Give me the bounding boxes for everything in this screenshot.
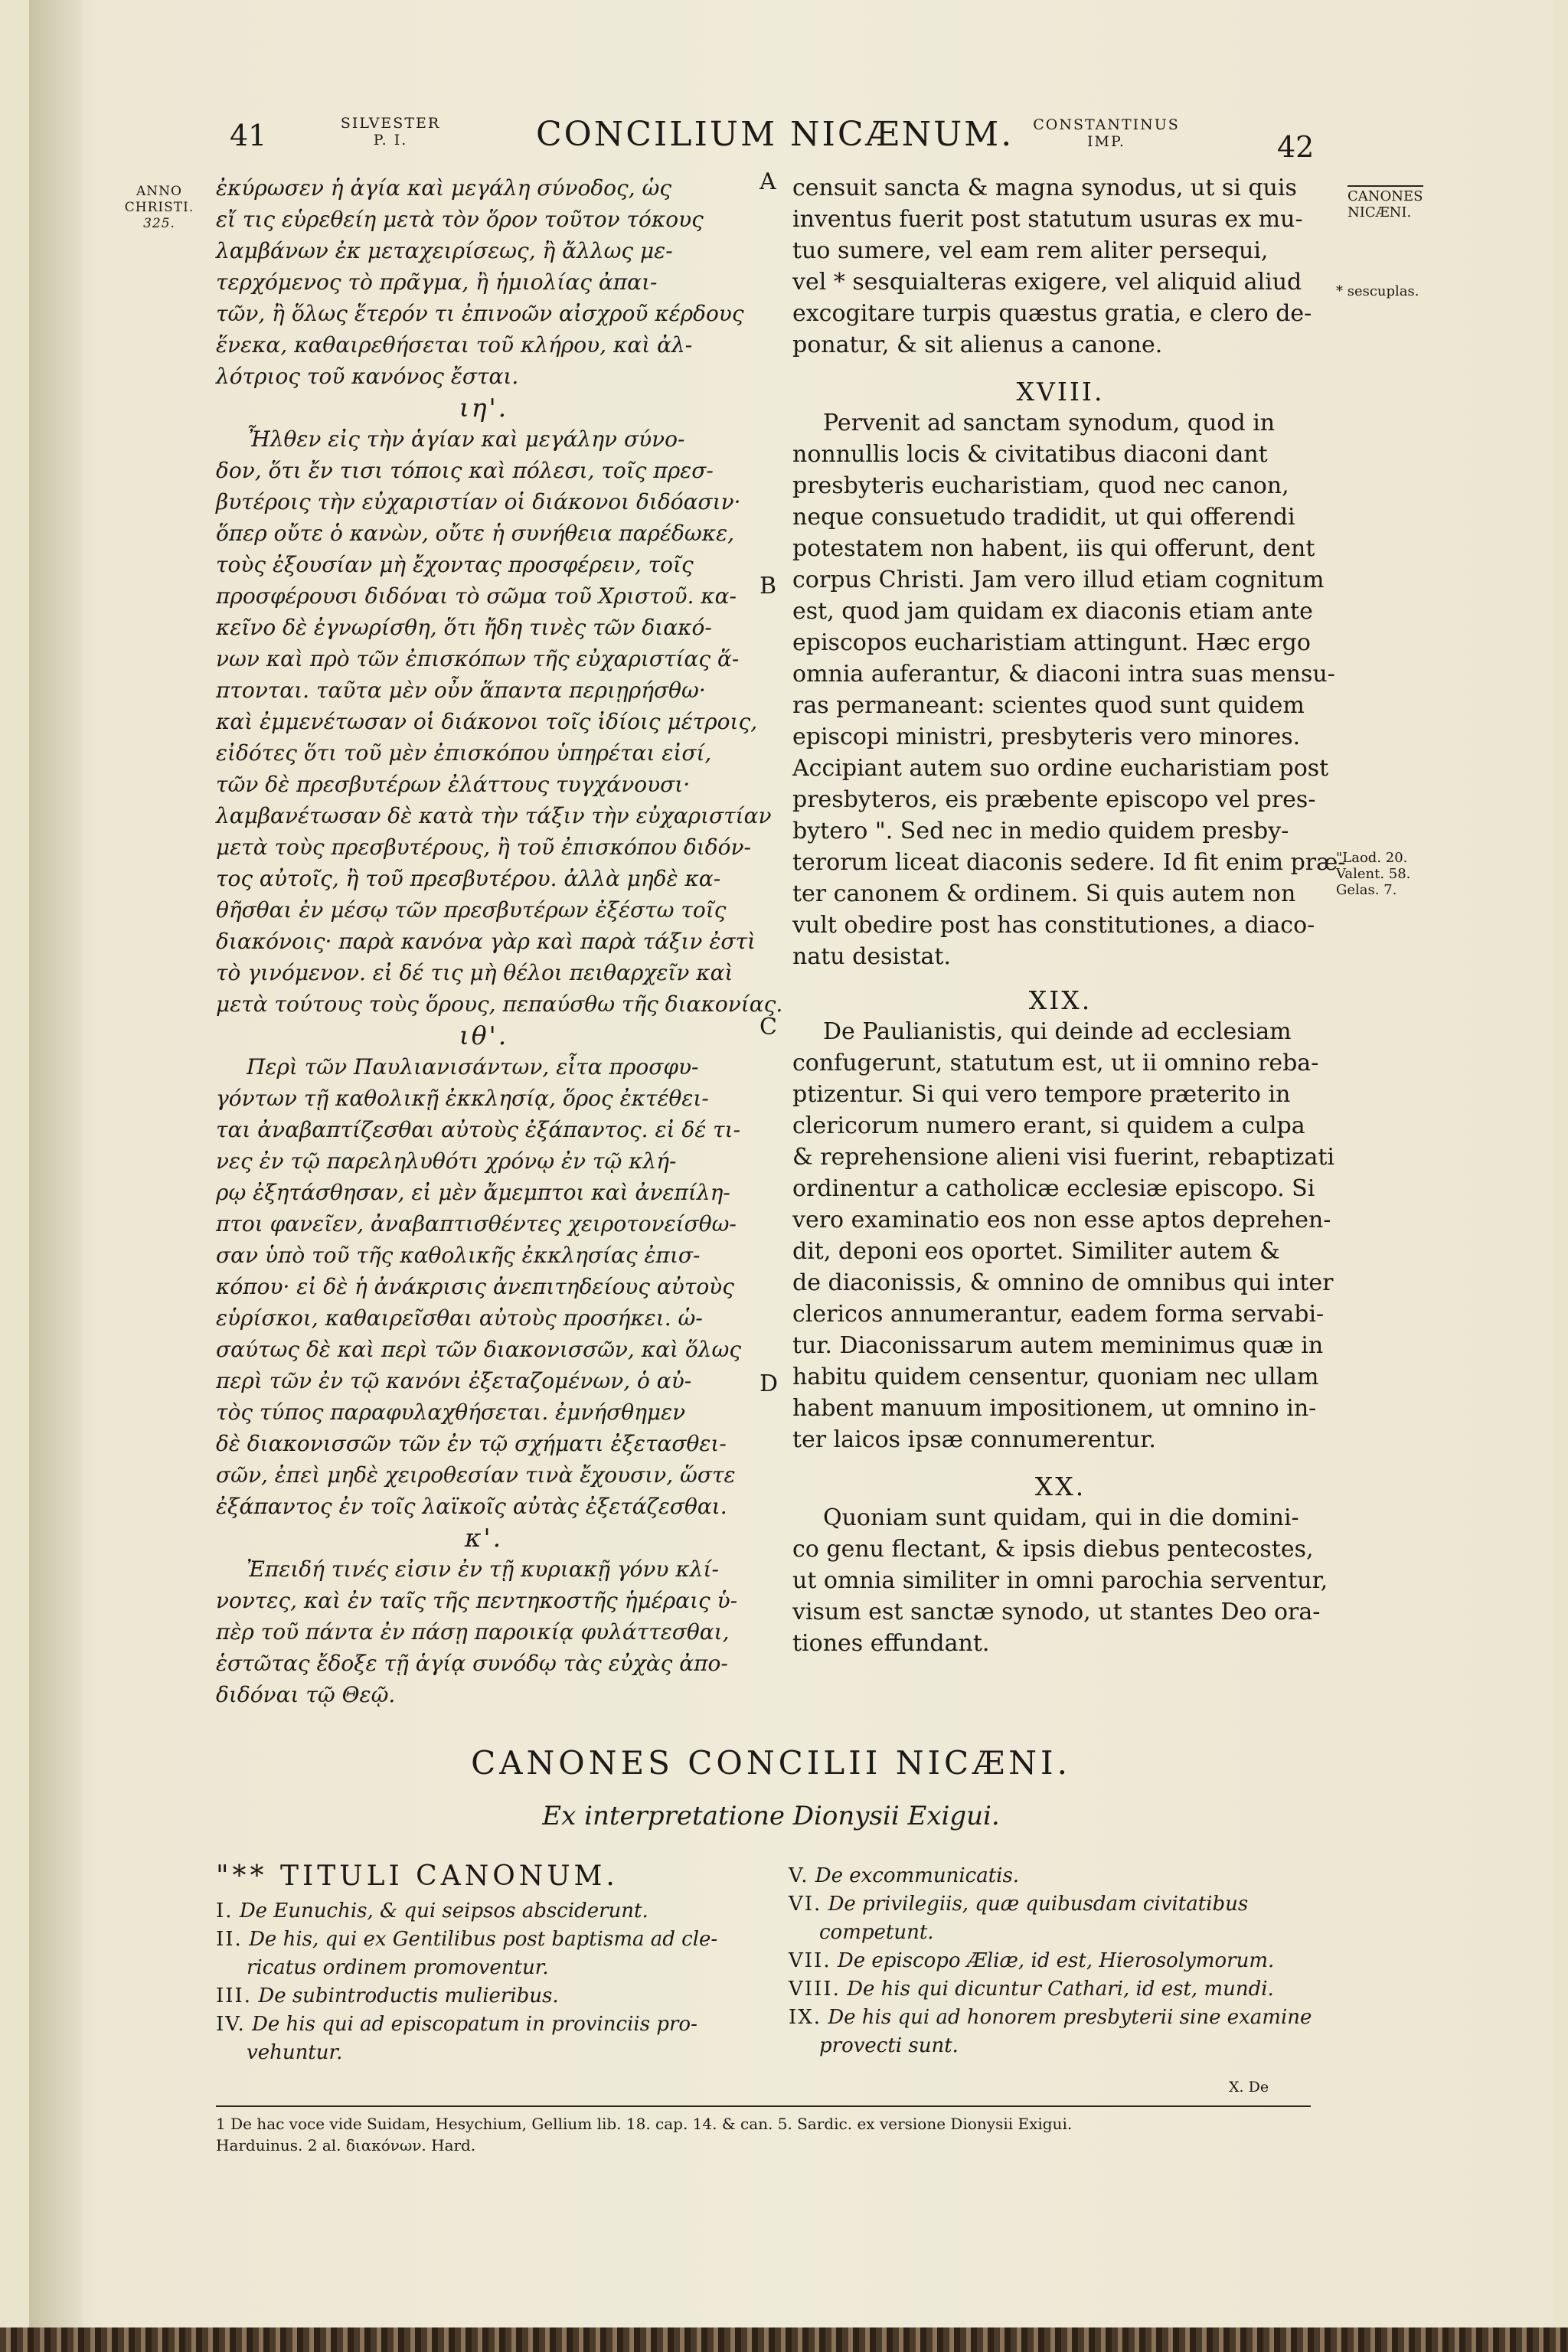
latin-canon-17-end: censuit sancta & magna synodus, ut si quis inventus fuerit post statutum usuras ex mu- tuo sumere, vel eam rem aliter persequi, vel * sesquialteras exigere, vel aliquid aliud excogitare turpis quæstus gratia, e clero de- ponatur, & sit alienus a canone.	[792, 175, 1312, 358]
latin-canon-19-number: XIX.	[1028, 985, 1093, 1015]
footnote-divider	[216, 2105, 1311, 2107]
margin-canones: CANONES NICÆNI.	[1348, 185, 1423, 220]
tituli-heading: "** TITULI CANONUM.	[216, 1860, 619, 1892]
margin-year: ANNO CHRISTI. 325.	[124, 184, 194, 231]
list-item: VII. De episcopo Æliæ, id est, Hierosolymorum.	[789, 1949, 1275, 1972]
list-item: competunt.	[819, 1921, 934, 1944]
latin-canon-20-number: XX.	[1034, 1472, 1086, 1501]
list-item: provecti sunt.	[819, 2034, 959, 2057]
canones-title: CANONES CONCILII NICÆNI.	[471, 1744, 1071, 1782]
list-item: VI. De privilegiis, quæ quibusdam civitatibus	[789, 1893, 1249, 1916]
list-item: VIII. De his qui dicuntur Cathari, id est, mundi.	[789, 1978, 1274, 2001]
section-letter-d: D	[760, 1370, 779, 1397]
page-number-left: 41	[230, 119, 267, 152]
greek-canon-17-end: ἐκύρωσεν ἡ ἁγία καὶ μεγάλη σύνοδος, ὡς εἴ τις εὑρεθείη μετὰ τὸν ὅρον τοῦτον τόκους λαμβάνων ἐκ μεταχειρίσεως, ἢ ἄλλως με- τερχόμενος τὸ πρᾶγμα, ἢ ἡμιολίας ἀπαι- τῶν, ἢ ὅλως ἕτερόν τι ἐπινοῶν αἰσχροῦ κέρδους ἕνεκα, καθαιρεθήσεται τοῦ κλήρου, καὶ ἀλ- λότριος τοῦ κανόνος ἔσται.	[216, 175, 744, 389]
greek-canon-19: Περὶ τῶν Παυλιανισάντων, εἶτα προσφυ- γόντων τῇ καθολικῇ ἐκκλησίᾳ, ὅρος ἐκτέθει- ται ἀναβαπτίζεσθαι αὐτοὺς ἐξάπαντος. εἰ δέ τι- νες ἐν τῷ παρεληλυθότι χρόνῳ ἐν τῷ κλή- ρῳ ἐξητάσθησαν, εἰ μὲν ἄμεμπτοι καὶ ἀνεπίλη- πτοι φανεῖεν, ἀναβαπτισθέντες χειροτονείσθω- σαν ὑπὸ τοῦ τῆς καθολικῆς ἐκκλησίας ἐπισ- κόπου· εἰ δὲ ἡ ἀνάκρισις ἀνεπιτηδείους αὐτοὺς εὑρίσκοι, καθαιρεῖσθαι αὐτοὺς προσήκει. ὡ- σαύτως δὲ καὶ περὶ τῶν διακονισσῶν, καὶ ὅλως περὶ τῶν ἐν τῷ κανόνι ἐξεταζομένων, ὁ αὐ- τὸς τύπος παραφυλαχθήσεται. ἐμνήσθημεν δὲ διακονισσῶν τῶν ἐν τῷ σχήματι ἐξετασθει- σῶν, ἐπεὶ μηδὲ χειροθεσίαν τινὰ ἔχουσιν, ὥστε ἐξάπαντος ἐν τοῖς λαϊκοῖς αὐτὰς ἐξετάζεσθαι.	[216, 1054, 741, 1519]
margin-note-references: "Laod. 20. Valent. 58. Gelas. 7.	[1336, 850, 1411, 898]
list-item: IX. De his qui ad honorem presbyterii sine examine	[789, 2006, 1312, 2029]
list-item: ricatus ordinem promoventur.	[247, 1956, 549, 1979]
list-item: vehuntur.	[247, 2041, 343, 2064]
latin-canon-18-number: XVIII.	[1016, 377, 1105, 407]
list-item: IV. De his qui ad episcopatum in provinciis pro-	[216, 2013, 697, 2036]
greek-column	[216, 172, 783, 1710]
greek-canon-20-number: κ'.	[464, 1523, 504, 1553]
latin-canon-20: Quoniam sunt quidam, qui in die domini- co genu flectant, & ipsis diebus pentecostes, ut omnia similiter in omni parochia serventur, visum est sanctæ synodo, ut stantes Deo ora- tiones effundant.	[792, 1504, 1328, 1657]
list-item: I. De Eunuchis, & qui seipsos absciderunt.	[216, 1900, 648, 1922]
section-letter-b: B	[760, 573, 777, 599]
page-edge-strip	[0, 2328, 1568, 2352]
latin-canon-18: Pervenit ad sanctam synodum, quod in nonnullis locis & civitatibus diaconi dant presbyteris eucharistiam, quod nec canon, neque consuetudo tradidit, ut qui offerendi potestatem non habent, iis qui offerunt, dent corpus Christi. Jam vero illud etiam cognitum est, quod jam quidam ex diaconis etiam ante episcopos eucharistiam attingunt. Hæc ergo omnia auferantur, & diaconi intra suas mensu- ras permaneant: scientes quod sunt quidem episcopi ministri, presbyteris vero minores. Accipiant autem suo ordine eucharistiam post presbyteros, eis præbente episcopo vel pres- bytero ". Sed nec in medio quidem presby- terorum liceat diaconis sedere. Id fit enim præ- ter canonem & ordinem. Si quis autem non vult obedire post has constitutiones, a diaco- natu desistat.	[792, 410, 1346, 970]
book-gutter	[29, 0, 83, 2334]
greek-canon-18: Ἦλθεν εἰς τὴν ἁγίαν καὶ μεγάλην σύνο- δον, ὅτι ἔν τισι τόποις καὶ πόλεσι, τοῖς πρεσ- βυτέροις τὴν εὐχαριστίαν οἱ διάκονοι διδόασιν· ὅπερ οὔτε ὁ κανὼν, οὔτε ἡ συνήθεια παρέδωκε, τοὺς ἐξουσίαν μὴ ἔχοντας προσφέρειν, τοῖς προσφέρουσι διδόναι τὸ σῶμα τοῦ Χριστοῦ. κα- κεῖνο δὲ ἐγνωρίσθη, ὅτι ἤδη τινὲς τῶν διακό- νων καὶ πρὸ τῶν ἐπισκόπων τῆς εὐχαριστίας ἅ- πτονται. ταῦτα μὲν οὖν ἅπαντα περιῃρήσθω· καὶ ἐμμενέτωσαν οἱ διάκονοι τοῖς ἰδίοις μέτροις, εἰδότες ὅτι τοῦ μὲν ἐπισκόπου ὑπηρέται εἰσί, τῶν δὲ πρεσβυτέρων ἐλάττους τυγχάνουσι· λαμβανέτωσαν δὲ κατὰ τὴν τάξιν τὴν εὐχαριστίαν μετὰ τοὺς πρεσβυτέρους, ἢ τοῦ ἐπισκόπου διδόν- τος αὐτοῖς, ἢ τοῦ πρεσβυτέρου. ἀλλὰ μηδὲ κα- θῆσθαι ἐν μέσῳ τῶν πρεσβυτέρων ἐξέστω τοῖς διακόνοις· παρὰ κανόνα γὰρ καὶ παρὰ τάξιν ἐστὶ τὸ γινόμενον. εἰ δέ τις μὴ θέλοι πειθαρχεῖν καὶ μετὰ τούτους τοὺς ὅρους, πεπαύσθω τῆς διακονίας.	[216, 426, 783, 1017]
page-title: CONCILIUM NICÆNUM.	[536, 115, 1014, 154]
tituli-right-list	[789, 1862, 1332, 2060]
list-item: V. De excommunicatis.	[789, 1864, 1020, 1887]
greek-canon-20: Ἐπειδή τινές εἰσιν ἐν τῇ κυριακῇ γόνυ κλί- νοντες, καὶ ἐν ταῖς τῆς πεντηκοστῆς ἡμέραις ὑ- πὲρ τοῦ πάντα ἐν πάσῃ παροικίᾳ φυλάττεσθαι, ἑστῶτας ἔδοξε τῇ ἁγίᾳ συνόδῳ τὰς εὐχὰς ἀπο- διδόναι τῷ Θεῷ.	[216, 1557, 738, 1707]
margin-note-sescuplas: * sescuplas.	[1336, 283, 1419, 299]
list-item: III. De subintroductis mulieribus.	[216, 1984, 559, 2007]
list-item: II. De his, qui ex Gentilibus post baptisma ad cle-	[216, 1928, 718, 1951]
section-letter-a: A	[760, 168, 776, 195]
footnotes: 1 De hac voce vide Suidam, Hesychium, Gellium lib. 18. cap. 14. & can. 5. Sardic. ex versione Dionysii Exigui. Harduinus. 2 al. διακόνων. Hard.	[216, 2115, 1073, 2154]
header-right-small: CONSTANTINUS IMP.	[1033, 116, 1180, 150]
header-left-small: SILVESTER P. I.	[340, 115, 441, 149]
greek-canon-18-number: ιη'.	[459, 393, 509, 423]
greek-canon-19-number: ιθ'.	[459, 1021, 509, 1050]
section-letter-c: C	[760, 1014, 777, 1040]
tituli-left-list	[216, 1897, 767, 2067]
page-number-right: 42	[1277, 130, 1315, 164]
latin-canon-19: De Paulianistis, qui deinde ad ecclesiam confugerunt, statutum est, ut ii omnino reba- ptizentur. Si qui vero tempore præterito in clericorum numero erant, si quidem a culpa & reprehensione alieni visi fuerint, rebaptizati ordinentur a catholicæ ecclesiæ episcopo. Si vero examinatio eos non esse aptos deprehen- dit, deponi eos oportet. Similiter autem & de diaconissis, & omnino de omnibus qui inter clericos annumerantur, eadem forma servabi- tur. Diaconissarum autem meminimus quæ in habitu quidem censentur, quoniam nec ullam habent manuum impositionem, ut omnino in- ter laicos ipsæ connumerentur.	[792, 1018, 1334, 1453]
canones-subtitle: Ex interpretatione Dionysii Exigui.	[542, 1801, 1000, 1831]
latin-column	[792, 172, 1346, 1659]
catchword: X. De	[1229, 2079, 1269, 2096]
